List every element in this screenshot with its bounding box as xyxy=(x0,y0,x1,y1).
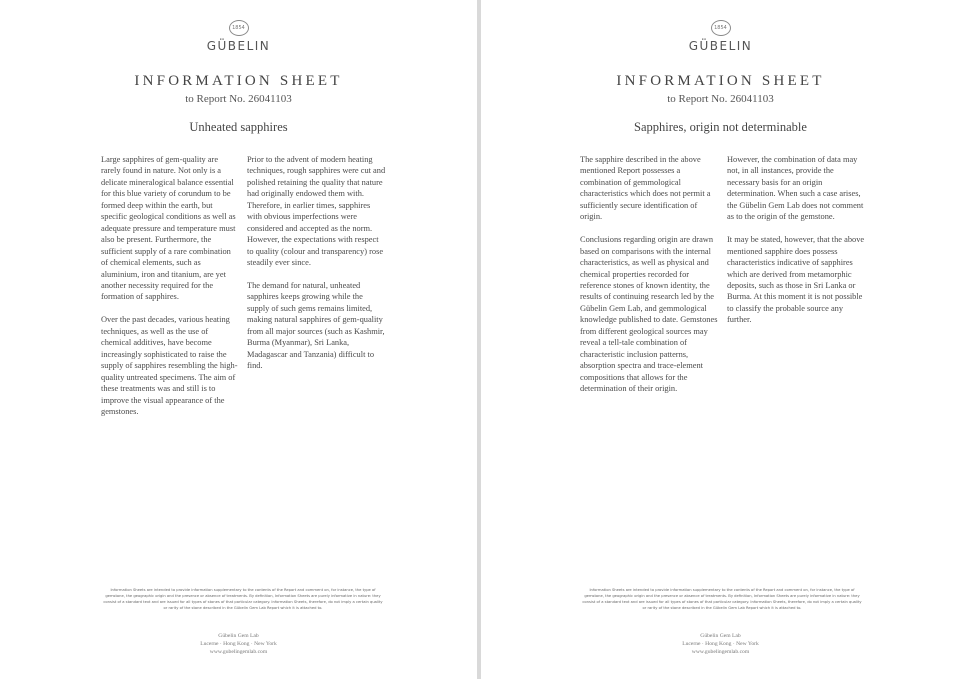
disclaimer-text: Information Sheets are intended to provide information supplementary to the contents of the Report and comment on, for instance, the type of gemstone, the geographic origin and the presence or absence of treatments. By definition, Information Sheets are purely informative in nature: they consist of a standard text and are issued for all types of stones of that particular category. Information Sheets, therefore, do not imply a certain quality or rarity of the stone described in the Gübelin Gem Lab Report which it is attached to. xyxy=(103,588,383,610)
paragraph: Large sapphires of gem-quality are rarely found in nature. Not only is a delicate mineralogical balance essential for this blue variety of corundum to be formed deep within the earth, but specific geological conditions as well as adequate pressure and temperature must also be present. Furthermore, the sufficient supply of a rare combination of chemical elements, such as aluminium, iron and titanium, are yet another necessity required for the formation of sapphires. xyxy=(101,155,236,302)
text-column-right xyxy=(247,154,387,383)
report-number: to Report No. 26041103 xyxy=(185,93,292,105)
paragraph: Conclusions regarding origin are drawn based on comparisons with the internal characteristics, as well as physical and chemical properties recorded for reference stones of known identity, the results of continuing research led by the Gübelin Gem Lab, and gemmological knowledge published to date. Gemstones from different geological sources may reveal a tell-tale combination of characteristic inclusion patterns, absorption spectra and trace-element compositions that allows for the determination of their origin. xyxy=(580,235,718,394)
paragraph: Over the past decades, various heating techniques, as well as the use of chemical additives, have become increasingly sophisticated to raise the supply of sapphires resembling the high-quality untreated specimens. The aim of these treatments was and still is to improve the visual appearance of the gemstones. xyxy=(101,315,238,416)
seal-icon: 1854 xyxy=(229,20,249,36)
lab-cities: Lucerne · Hong Kong · New York xyxy=(200,641,277,647)
information-sheet-page-unheated xyxy=(0,0,477,679)
text-column-left xyxy=(101,154,239,429)
brand-name: GÜBELIN xyxy=(688,39,753,53)
text-column-left xyxy=(580,154,718,406)
seal-icon: 1854 xyxy=(711,20,731,36)
lab-website: www.gubelingemlab.com xyxy=(209,649,268,655)
paragraph: However, the combination of data may not, in all instances, provide the necessary basis for an origin determination. When such a case arises, the Gübelin Gem Lab does not comment as to the origin of the gemstone. xyxy=(727,155,864,222)
page-title: INFORMATION SHEET xyxy=(134,73,343,89)
lab-cities: Lucerne · Hong Kong · New York xyxy=(682,641,759,647)
disclaimer-text: Information Sheets are intended to provide information supplementary to the contents of the Report and comment on, for instance, the type of gemstone, the geographic origin and the presence or absence of treatments. By definition, Information Sheets are purely informative in nature: they consist of a standard text and are issued for all types of stones of that particular category. Information Sheets, therefore, do not imply a certain quality or rarity of the stone described in the Gübelin Gem Lab Report which it is attached to. xyxy=(582,588,862,610)
paragraph: The demand for natural, unheated sapphires keeps growing while the supply of such gems remains limited, making natural sapphires of gem-quality from all major sources (such as Kashmir, Burma (Myanmar), Sri Lanka, Madagascar and Tanzania) difficult to find. xyxy=(247,280,385,371)
brand-logo xyxy=(481,20,960,53)
page-footer xyxy=(481,632,960,656)
sheet-subject: Unheated sapphires xyxy=(189,120,288,134)
report-number: to Report No. 26041103 xyxy=(667,93,774,105)
lab-website: www.gubelingemlab.com xyxy=(691,649,750,655)
sheet-subject: Sapphires, origin not determinable xyxy=(634,120,807,134)
lab-name: Gübelin Gem Lab xyxy=(218,633,259,639)
paragraph: The sapphire described in the above mentioned Report possesses a combination of gemmological characteristics which does not permit a sufficiently secure identification of origin. xyxy=(580,155,711,222)
text-column-right xyxy=(727,154,865,337)
paragraph: Prior to the advent of modern heating techniques, rough sapphires were cut and polished retaining the quality that nature had originally endowed them with. Therefore, in earlier times, sapphires with obvious imperfections were considered and accepted as the norm. However, the expectations with respect to quality (colour and transparency) rose steadily ever since. xyxy=(247,155,386,268)
page-title: INFORMATION SHEET xyxy=(616,73,825,89)
paragraph: It may be stated, however, that the above mentioned sapphire does possess characteristics indicative of sapphires which are derived from metamorphic deposits, such as those in Sri Lanka or Burma. At this moment it is not possible to classify the probable source any further. xyxy=(727,235,865,325)
brand-name: GÜBELIN xyxy=(206,39,271,53)
information-sheet-page-origin xyxy=(481,0,960,679)
brand-logo xyxy=(0,20,477,53)
page-footer xyxy=(0,632,477,656)
lab-name: Gübelin Gem Lab xyxy=(700,633,741,639)
